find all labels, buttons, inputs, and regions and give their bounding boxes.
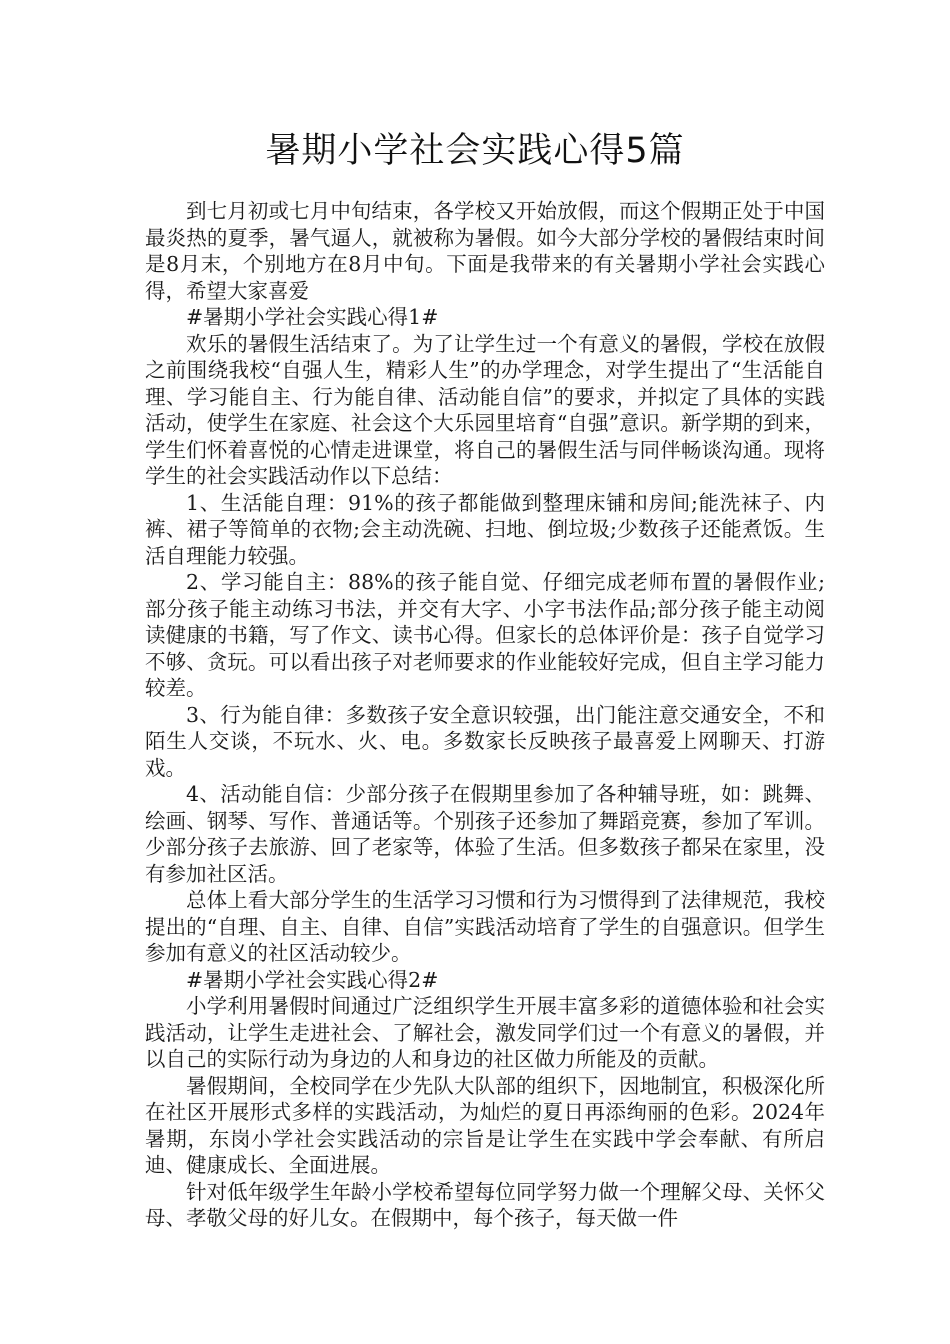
document-title: 暑期小学社会实践心得5篇 [265, 131, 685, 171]
body-paragraph: 针对低年级学生年龄小学校希望每位同学努力做一个理解父母、关怀父母、孝敬父母的好儿女。在假期中，每个孩子，每天做一件 [145, 1179, 825, 1230]
summary-paragraph: 总体上看大部分学生的生活学习习惯和行为习惯得到了法律规范，我校提出的“自理、自主、自律、自信”实践活动培育了学生的自强意识。但学生参加有意义的社区活动较少。 [145, 888, 825, 965]
intro-paragraph: 到七月初或七月中旬结束，各学校又开始放假，而这个假期正处于中国最炎热的夏季，暑气逼人，就被称为暑假。如今大部分学校的暑假结束时间是8月末，个别地方在8月中旬。下面是我带来的有关暑期小学社会实践心得，希望大家喜爱 [145, 199, 825, 303]
section-heading-1: #暑期小学社会实践心得1# [186, 305, 439, 329]
document-body [145, 198, 825, 1232]
list-item-self-discipline: 3、行为能自律：多数孩子安全意识较强，出门能注意交通安全，不和陌生人交谈，不玩水、火、电。多数家长反映孩子最喜爱上网聊天、打游戏。 [145, 702, 825, 780]
body-paragraph: 暑假期间，全校同学在少先队大队部的组织下，因地制宜，积极深化所在社区开展形式多样的实践活动，为灿烂的夏日再添绚丽的色彩。2024年暑期，东岗小学社会实践活动的宗旨是让学生在实践中学会奉献、有所启迪、健康成长、全面进展。 [145, 1073, 825, 1177]
body-paragraph: 小学利用暑假时间通过广泛组织学生开展丰富多彩的道德体验和社会实践活动，让学生走进社会、了解社会，激发同学们过一个有意义的暑假，并以自己的实际行动为身边的人和身边的社区做力所能及的贡献。 [145, 994, 825, 1071]
list-item-self-confidence: 4、活动能自信：少部分孩子在假期里参加了各种辅导班，如：跳舞、绘画、钢琴、写作、普通话等。个别孩子还参加了舞蹈竞赛，参加了军训。少部分孩子去旅游、回了老家等，体验了生活。但多数孩子都呆在家里，没有参加社区活。 [145, 782, 825, 886]
section-heading-2: #暑期小学社会实践心得2# [186, 967, 439, 992]
body-paragraph: 欢乐的暑假生活结束了。为了让学生过一个有意义的暑假，学校在放假之前围绕我校“自强人生，精彩人生”的办学理念，对学生提出了“生活能自理、学习能自主、行为能自律、活动能自信”的要求，并拟定了具体的实践活动，使学生在家庭、社会这个大乐园里培育“自强”意识。新学期的到来，学生们怀着喜悦的心情走进课堂，将自己的暑假生活与同伴畅谈沟通。现将学生的社会实践活动作以下总结： [145, 331, 825, 488]
list-item-self-study: 2、学习能自主：88%的孩子能自觉、仔细完成老师布置的暑假作业;部分孩子能主动练习书法，并交有大字、小字书法作品;部分孩子能主动阅读健康的书籍，写了作文、读书心得。但家长的总体评价是：孩子自觉学习不够、贪玩。可以看出孩子对老师要求的作业能较好完成，但自主学习能力较差。 [145, 570, 825, 700]
list-item-self-care: 1、生活能自理：91%的孩子都能做到整理床铺和房间;能洗袜子、内裤、裙子等简单的衣物;会主动洗碗、扫地、倒垃圾;少数孩子还能煮饭。生活自理能力较强。 [145, 490, 825, 568]
